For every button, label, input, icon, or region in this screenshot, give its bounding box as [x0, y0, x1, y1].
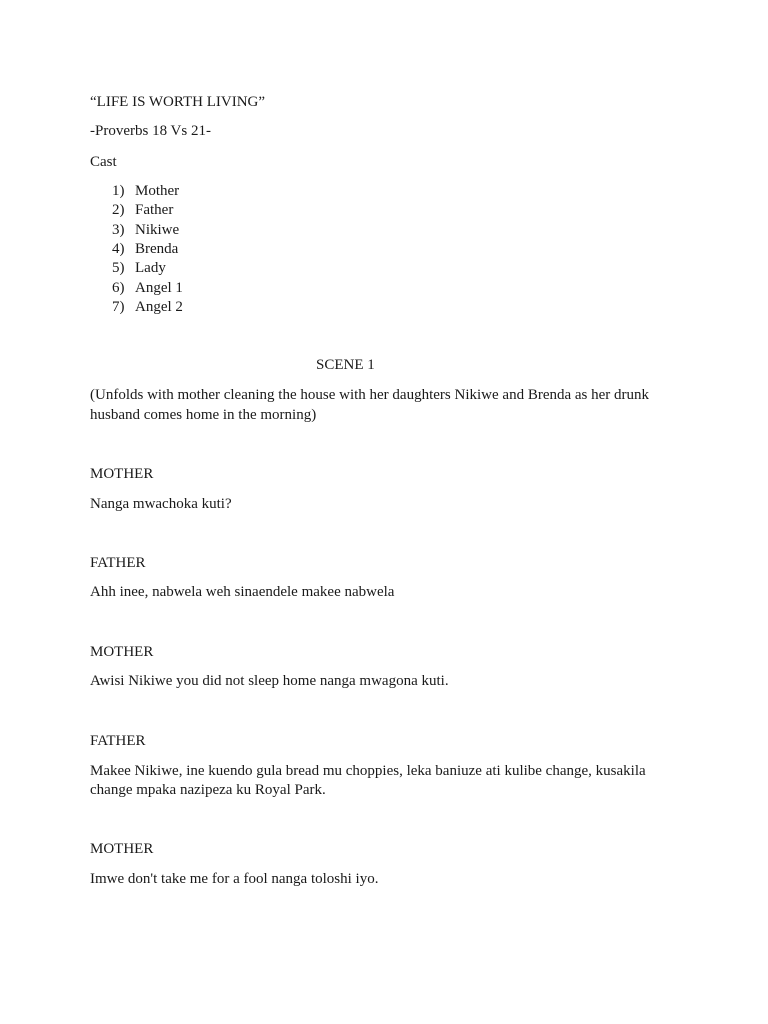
cast-item-name: Lady: [135, 260, 166, 276]
play-title: “LIFE IS WORTH LIVING”: [90, 94, 266, 110]
dialogue-line: Awisi Nikiwe you did not sleep home nanga mwagona kuti.: [90, 673, 449, 689]
cast-list-item: [112, 240, 178, 259]
dialogue-line: Ahh inee, nabwela weh sinaendele makee nabwela: [90, 584, 395, 600]
stage-direction-line: husband comes home in the morning): [90, 407, 317, 423]
cast-item-name: Angel 1: [135, 280, 183, 296]
cast-item-number: 7): [112, 299, 125, 315]
cast-list-item: [112, 221, 179, 240]
stage-direction-line: (Unfolds with mother cleaning the house with her daughters Nikiwe and Brenda as her drunk: [90, 387, 650, 403]
cast-item-number: 5): [112, 260, 125, 276]
cast-item-number: 2): [112, 202, 125, 218]
dialogue-line: change mpaka nazipeza ku Royal Park.: [90, 782, 326, 798]
cast-item-number: 4): [112, 241, 125, 257]
cast-item-name: Brenda: [135, 241, 179, 257]
speaker-name: FATHER: [90, 555, 146, 571]
cast-item-name: Father: [135, 202, 174, 218]
dialogue-line: Makee Nikiwe, ine kuendo gula bread mu choppies, leka baniuze ati kulibe change, kusakila: [90, 763, 646, 779]
speaker-name: MOTHER: [90, 466, 154, 482]
cast-item-number: 3): [112, 222, 125, 238]
speaker-name: MOTHER: [90, 841, 154, 857]
dialogue-line: Nanga mwachoka kuti?: [90, 496, 232, 512]
cast-list-item: [112, 201, 173, 220]
cast-heading: Cast: [90, 154, 117, 170]
cast-list-item: [112, 279, 183, 298]
dialogue-line: Imwe don't take me for a fool nanga toloshi iyo.: [90, 871, 379, 887]
cast-item-number: 1): [112, 183, 125, 199]
cast-item-name: Nikiwe: [135, 222, 180, 238]
cast-list-item: [112, 182, 179, 201]
scripture-reference: -Proverbs 18 Vs 21-: [90, 123, 211, 139]
cast-item-number: 6): [112, 280, 125, 296]
cast-list-item: [112, 298, 183, 317]
cast-list-item: [112, 259, 166, 278]
speaker-name: FATHER: [90, 733, 146, 749]
scene-heading: SCENE 1: [316, 357, 375, 373]
cast-item-name: Mother: [135, 183, 180, 199]
speaker-name: MOTHER: [90, 644, 154, 660]
cast-item-name: Angel 2: [135, 299, 183, 315]
